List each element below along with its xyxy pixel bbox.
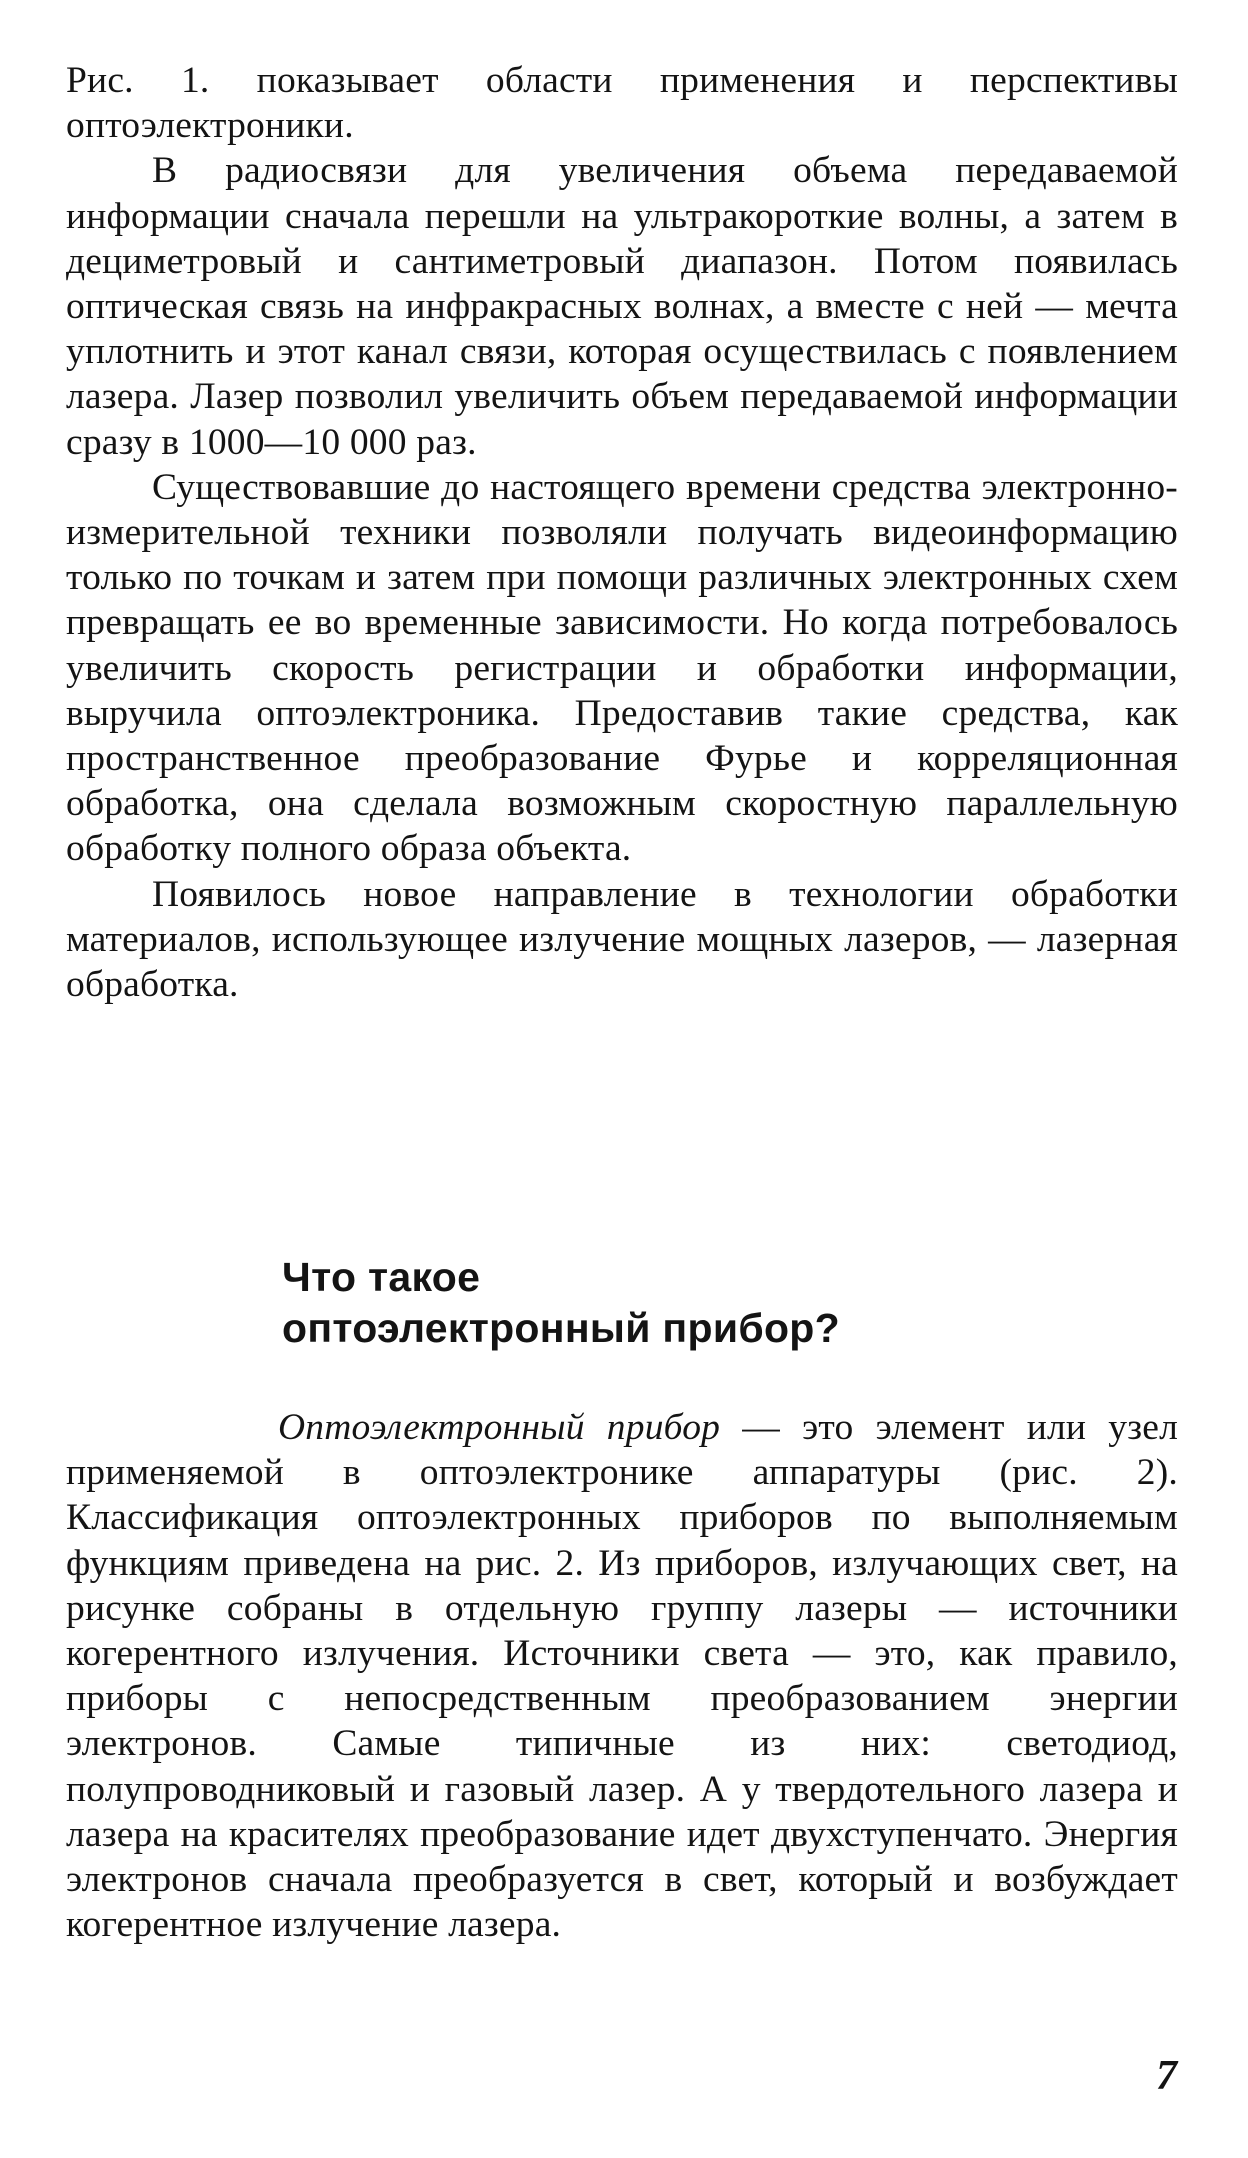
paragraph-video-information: Существовавшие до настоящего времени средства электронно-измерительной техники позволяли получать видеоинформацию только по точкам и затем при помощи различных электронных схем превращать ее во временные зависимости. Но когда потребовалось увеличить скорость регистрации и обработки информации, выручила оптоэлектроника. Предоставив такие средства, как пространственное преобразование Фурье и корреляционная обработка, она сделала возможным скоростную параллельную обработку полного образа объекта. bbox=[66, 466, 1178, 870]
paragraph-figure-reference: Рис. 1. показывает области применения и перспективы оптоэлектроники. bbox=[66, 60, 1178, 147]
paragraph-laser-processing: Появилось новое направление в технологии обработки материалов, использующее излучение мощных лазеров, — лазерная обработка. bbox=[66, 873, 1178, 1006]
paragraph-radio-communication: В радиосвязи для увеличения объема передаваемой информации сначала перешли на ультракороткие волны, а затем в дециметровый и сантиметровый диапазон. Потом появилась оптическая связь на инфракрасных волнах, а вместе с ней — мечта уплотнить и этот канал связи, которая осуществилась с появлением лазера. Лазер позволил увеличить объем передаваемой информации сразу в 1000—10 000 раз. bbox=[66, 150, 1178, 463]
intro-text bbox=[66, 58, 1178, 1007]
page-number: 7 bbox=[1156, 2053, 1177, 2099]
section-body bbox=[66, 1405, 1178, 1947]
paragraph-device-definition bbox=[66, 1405, 1178, 1947]
section-heading-line-2: оптоэлектронный прибор? bbox=[282, 1305, 840, 1351]
section-heading bbox=[282, 1252, 840, 1354]
defined-term: Оптоэлектронный прибор bbox=[278, 1407, 721, 1448]
section-heading-line-1: Что такое bbox=[282, 1254, 481, 1300]
definition-text: — это элемент или узел применяемой в оптоэлектронике аппаратуры (рис. 2). Классификация оптоэлектронных приборов по выполняемым функциям приведена на рис. 2. Из приборов, излучающих свет, на рисунке собраны в отдельную группу лазеры — источники когерентного излучения. Источники света — это, как правило, приборы с непосредственным преобразованием энергии электронов. Самые типичные из них: светодиод, полупроводниковый и газовый лазер. А у твердотельного лазера и лазера на красителях преобразование идет двухступенчато. Энергия электронов сначала преобразуется в свет, который и возбуждает когерентное излучение лазера. bbox=[66, 1407, 1179, 1946]
